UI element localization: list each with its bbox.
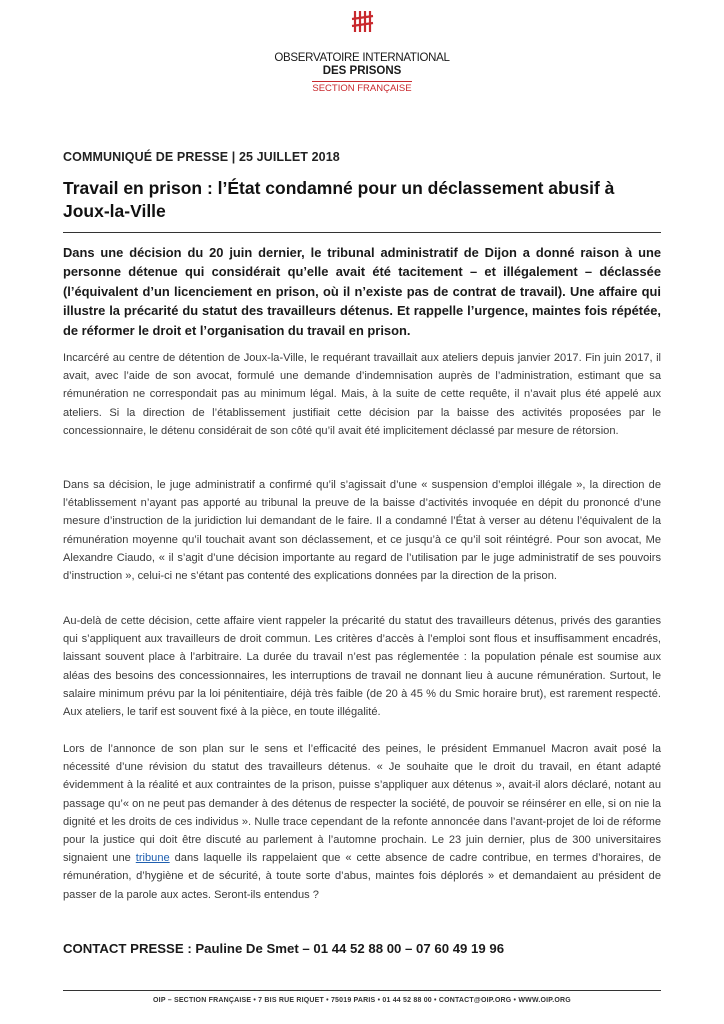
oip-logo <box>262 8 462 96</box>
footer-address: OIP – SECTION FRANÇAISE • 7 BIS RUE RIQUET • 75019 PARIS • 01 44 52 88 00 • CONTACT@OIP.ORG • WWW.OIP.ORG <box>153 997 571 1004</box>
tribune-link[interactable]: tribune <box>135 852 170 865</box>
logo-section: SECTION FRANÇAISE <box>312 83 412 94</box>
paragraph-4-text-end: dans laquelle ils rappelaient que « cette absence de cadre contribue, en termes d’horaires, de rémunération, d’hygiène et de sécurité, à toute sorte d’abus, maintes fois déplorés » et demandaient au président de passer de la parole aux actes. Seront-ils entendus ? <box>63 852 661 901</box>
footer-divider <box>63 990 661 991</box>
body-paragraph-3: Au-delà de cette décision, cette affaire vient rappeler la précarité du statut des travailleurs détenus, privés des garanties qui s’appliquent aux travailleurs de droit commun. Les critères d’accès à l’emploi sont flous et insuffisamment encadrés, laissant souvent place à l’arbitraire. La durée du travail n’est pas réglementée : la population pénale est soumise aux aléas des besoins des concessionnaires, les interruptions de travail ne donnant lieu à aucune rémunération. Surtout, le salaire minimum prévu par la loi pénitentiaire, déjà très faible (de 20 à 45 % du Smic horaire brut), est rarement respecté. Aux ateliers, le tarif est souvent fixé à la pièce, en toute illégalité. <box>63 615 661 719</box>
page-title: Travail en prison : l’État condamné pour un déclassement abusif à Joux-la-Ville <box>63 178 615 221</box>
body-paragraph-2: Dans sa décision, le juge administratif a confirmé qu’il s’agissait d’une « suspension d’emploi illégale », la direction de l’établissement n’ayant pas apporté au tribunal la preuve de la baisse d’activités invoquée en dépit du prononcé d’une mesure d’instruction de la juridiction lui demandant de le faire. Il a condamné l’État à verser au détenu l’équivalent de la rémunération moyenne qu’il touchait avant son déclassement, et ce jusqu’à ce qu’il soit réintégré. Pour son avocat, Me Alexandre Ciaudo, « il s’agit d’une décision importante au regard de l’utilisation par le juge administratif de ses pouvoirs d’instruction », celui-ci ne s’étant pas contenté des explications données par la direction de la prison. <box>63 479 661 583</box>
header-divider <box>63 232 661 233</box>
body-paragraph-1: Incarcéré au centre de détention de Joux-la-Ville, le requérant travaillait aux ateliers depuis janvier 2017. Fin juin 2017, il avait, avec l’aide de son avocat, formulé une demande d’indemnisation auprès de l’administration, estimant que sa rémunération ne correspondait pas au minimum légal. Mais, à la suite de cette requête, il n’avait plus été appelé aux ateliers. Si la direction de l’établissement justifiait cette décision par la baisse des activités proposées par le concessionnaire, le détenu considérait de son côté qu’il avait été implicitement déclassé par mesure de rétorsion. <box>63 352 661 437</box>
paragraph-4-text-start: Lors de l’annonce de son plan sur le sens et l’efficacité des peines, le président Emmanuel Macron avait posé la nécessité d’une révision du statut des travailleurs détenus. « Je souhaite que le droit du travail, en étant adapté évidemment à la réalité et aux contraintes de la prison, puisse s’appliquer aux détenus », avait-il alors déclaré, notant au passage qu’« on ne peut pas demander à des détenus de respecter la société, de pouvoir se réinsérer en elle, si on nie la dignité et les droits de ces individus ». Nulle trace cependant de la refonte annoncée dans l’avant-projet de loi de réforme pour la justice qui doit être discuté au parlement à l’automne prochain. Le 23 juin dernier, plus de 300 universitaires signaient une <box>63 743 661 865</box>
logo-org-name-bold: DES PRISONS <box>322 65 402 77</box>
prison-bars-logo-icon <box>350 8 374 48</box>
lead-paragraph: Dans une décision du 20 juin dernier, le tribunal administratif de Dijon a donné raison à une personne détenue qui considérait qu’elle avait été tacitement – et illégalement – déclassée (l’équivalent d’un licenciement en prison, où il n’existe pas de contrat de travail). Une affaire qui illustre la précarité du statut des travailleurs détenus. Et rappelle l’urgence, maintes fois répétée, de réformer le droit et l’organisation du travail en prison. <box>63 245 661 338</box>
press-release-kicker: COMMUNIQUÉ DE PRESSE | 25 JUILLET 2018 <box>63 150 340 164</box>
logo-org-name: OBSERVATOIRE INTERNATIONAL <box>274 52 450 64</box>
press-contact: CONTACT PRESSE : Pauline De Smet – 01 44 52 88 00 – 07 60 49 19 96 <box>63 941 505 956</box>
body-paragraph-4 <box>63 740 661 904</box>
